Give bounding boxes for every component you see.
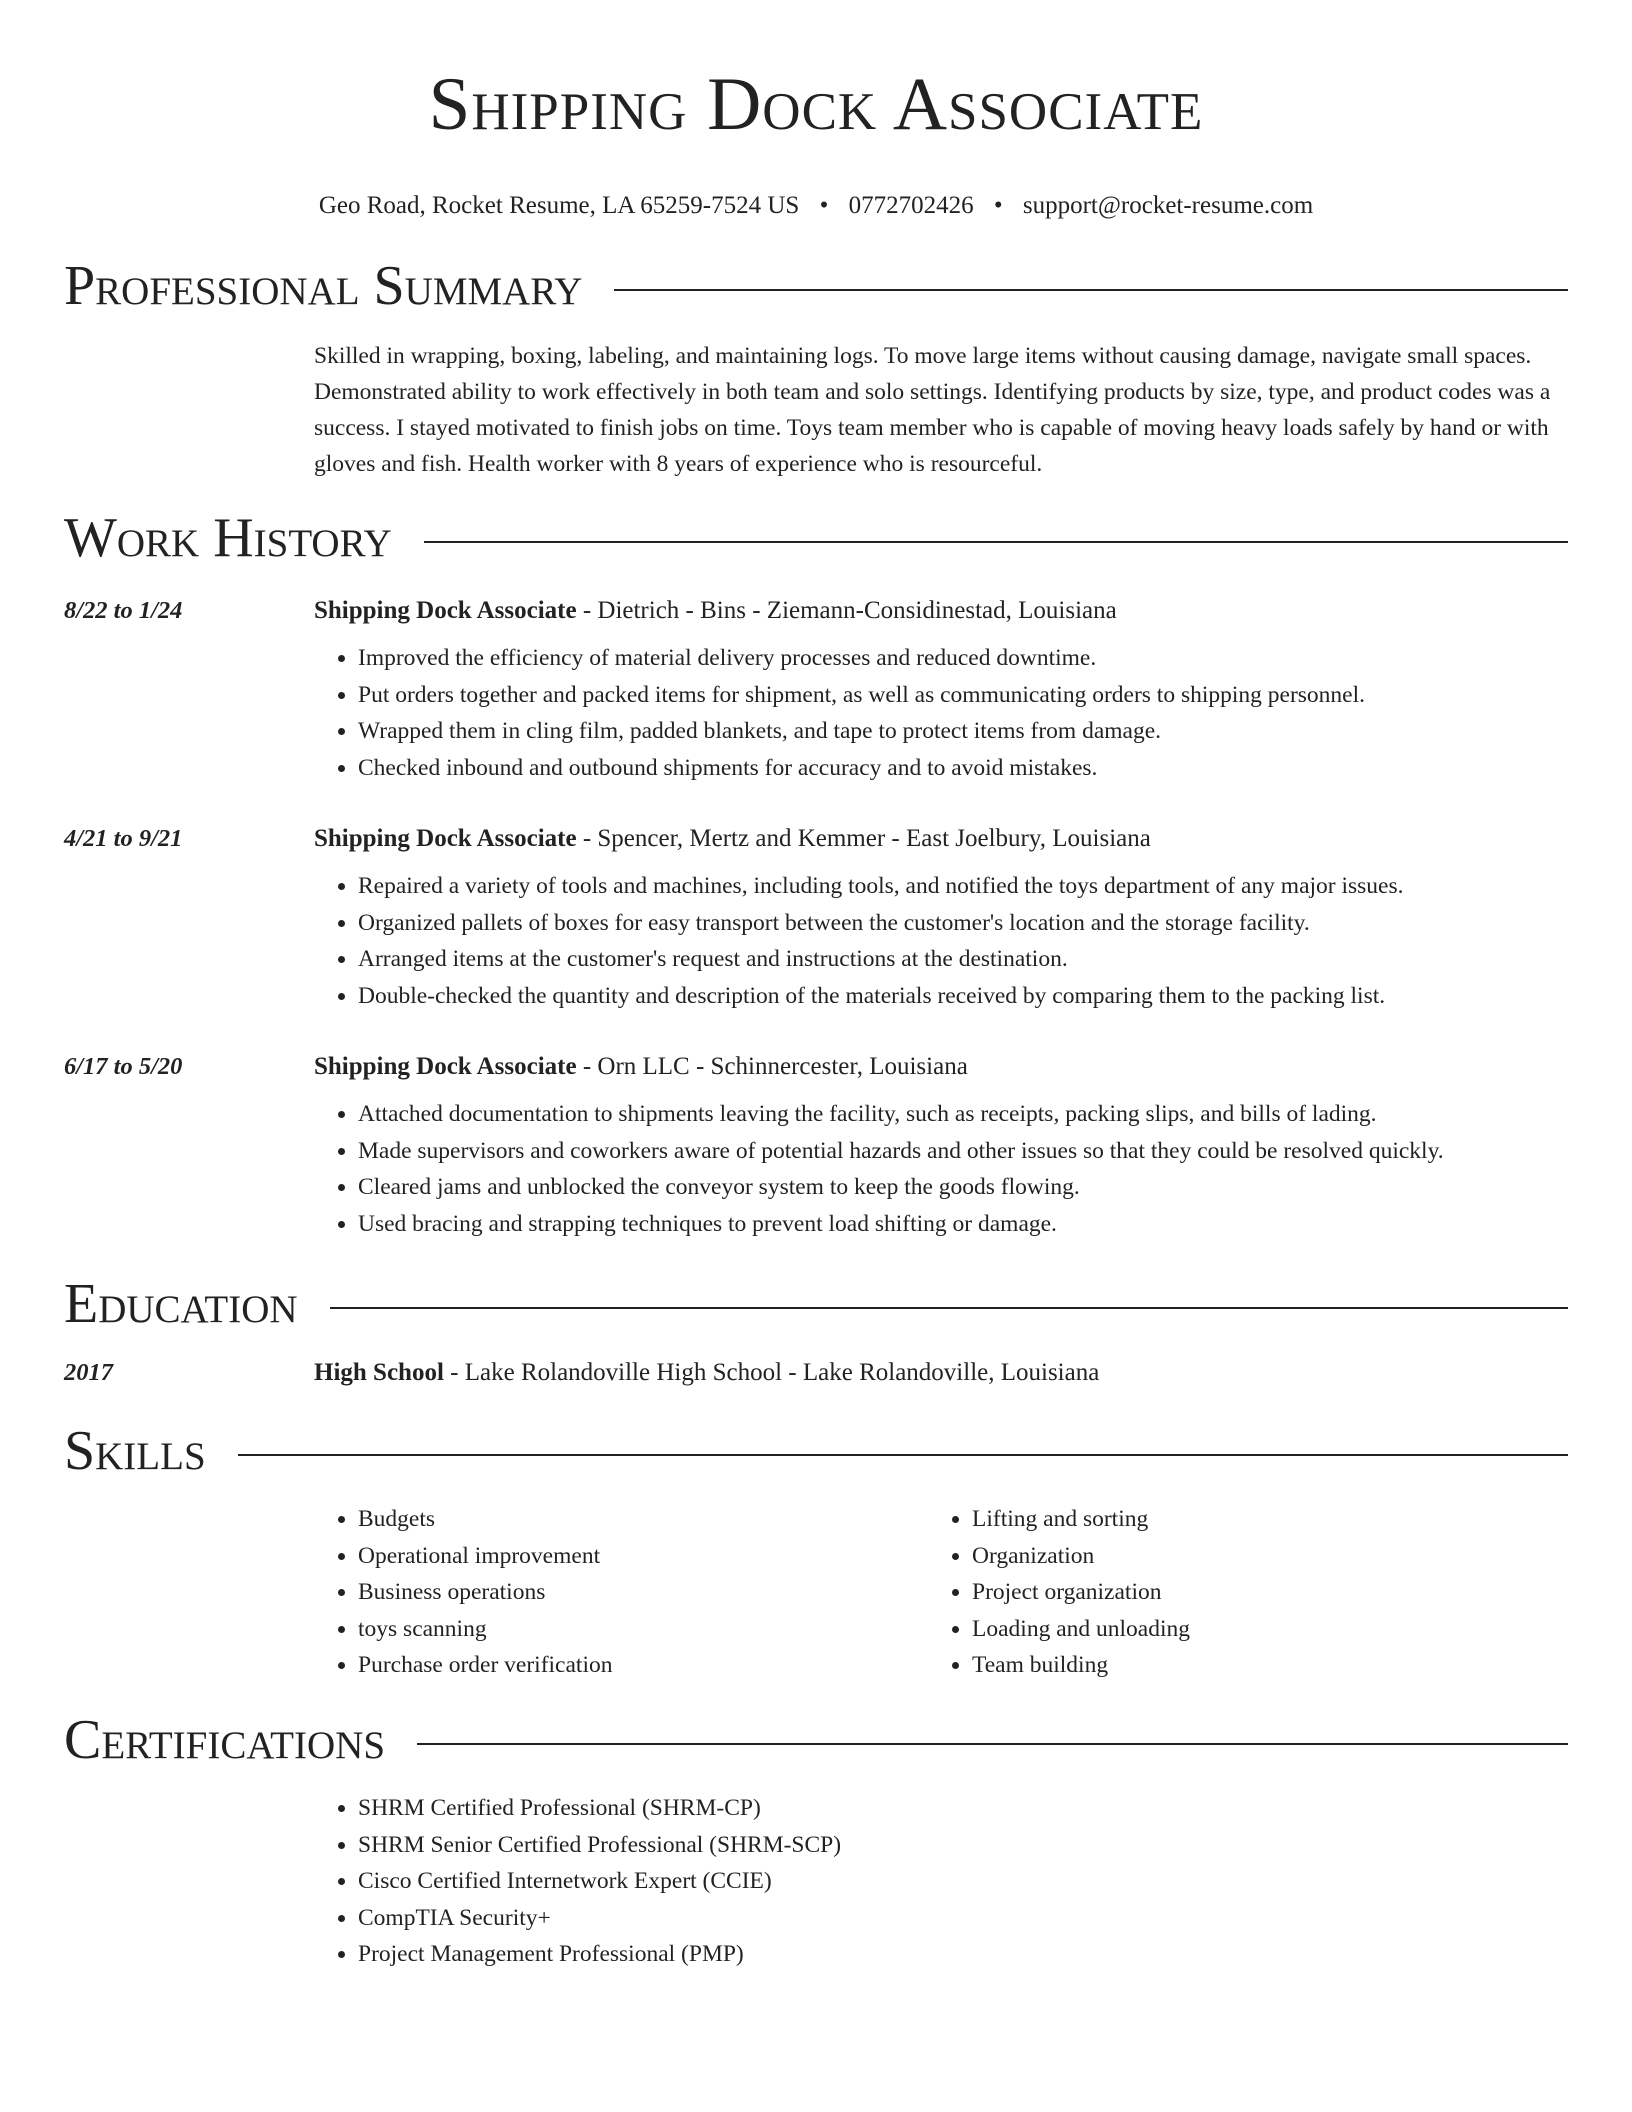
certifications-list: [314, 1790, 1568, 1973]
list-item: • SHRM Senior Certified Professional (SHRM-SCP): [358, 1827, 1568, 1864]
list-item: • Organized pallets of boxes for easy transport between the customer's location and the storage facility.: [358, 905, 1568, 942]
education-heading-row: [64, 1274, 1568, 1334]
list-item: • Made supervisors and coworkers aware of potential hazards and other issues so that they could be resolved quickly.: [358, 1133, 1568, 1170]
skills-heading: Skills: [64, 1420, 206, 1482]
job-bullets: [314, 1096, 1568, 1242]
summary-section: [64, 256, 1568, 482]
section-divider: [614, 289, 1568, 291]
contact-phone: 0772702426: [848, 192, 974, 219]
list-item: • Repaired a variety of tools and machines, including tools, and notified the toys department of any major issues.: [358, 868, 1568, 905]
job-entry-1: [64, 596, 1568, 786]
list-item: • Wrapped them in cling film, padded blankets, and tape to protect items from damage.: [358, 713, 1568, 750]
summary-heading-row: [64, 256, 1568, 316]
section-divider: [424, 541, 1568, 543]
list-item: • Loading and unloading: [972, 1611, 1542, 1648]
list-item: • Improved the efficiency of material delivery processes and reduced downtime.: [358, 640, 1568, 677]
education-school: - Lake Rolandoville High School - Lake Rolandoville, Louisiana: [443, 1359, 1100, 1386]
certifications-heading-row: [64, 1710, 1568, 1770]
contact-email: support@rocket-resume.com: [1022, 192, 1314, 219]
candidate-name: Shipping Dock Associate: [428, 63, 1204, 146]
list-item: • Purchase order verification: [358, 1647, 928, 1684]
job-dates: 4/21 to 9/21: [64, 825, 183, 852]
education-heading-line: [314, 1358, 1568, 1388]
job-bullets: [314, 868, 1568, 1014]
list-item: • toys scanning: [358, 1611, 928, 1648]
job-title: Shipping Dock Associate: [314, 825, 577, 852]
list-item: • Operational improvement: [358, 1538, 928, 1575]
job-dates: 8/22 to 1/24: [64, 597, 183, 624]
list-item: • Project Management Professional (PMP): [358, 1936, 1568, 1973]
section-divider: [238, 1454, 1568, 1456]
job-title: Shipping Dock Associate: [314, 597, 577, 624]
skills-columns: [314, 1501, 1568, 1684]
list-item: • Cisco Certified Internetwork Expert (CCIE): [358, 1863, 1568, 1900]
certifications-section: [64, 1710, 1568, 1973]
list-item: • Double-checked the quantity and description of the materials received by comparing them to the packing list.: [358, 978, 1568, 1015]
list-item: • Budgets: [358, 1501, 928, 1538]
work-heading-row: [64, 508, 1568, 568]
contact-line: [64, 191, 1568, 221]
job-employer: - Dietrich - Bins - Ziemann-Considinestad, Louisiana: [576, 597, 1117, 624]
work-heading: Work History: [64, 507, 392, 569]
skills-list-right: [928, 1501, 1542, 1684]
section-divider: [330, 1307, 1568, 1309]
list-item: • Put orders together and packed items for shipment, as well as communicating orders to shipping personnel.: [358, 677, 1568, 714]
section-divider: [417, 1743, 1568, 1745]
list-item: • CompTIA Security+: [358, 1900, 1568, 1937]
list-item: • Checked inbound and outbound shipments for accuracy and to avoid mistakes.: [358, 750, 1568, 787]
list-item: • Arranged items at the customer's request and instructions at the destination.: [358, 941, 1568, 978]
list-item: • Used bracing and strapping techniques to prevent load shifting or damage.: [358, 1206, 1568, 1243]
work-history-section: [64, 508, 1568, 1242]
list-item: • Project organization: [972, 1574, 1542, 1611]
job-entry-2: [64, 824, 1568, 1014]
job-title: Shipping Dock Associate: [314, 1053, 577, 1080]
job-employer: - Orn LLC - Schinnercester, Louisiana: [576, 1053, 968, 1080]
job-bullets: [314, 640, 1568, 786]
contact-separator: •: [993, 192, 1003, 219]
education-degree: High School: [314, 1359, 444, 1386]
list-item: • Business operations: [358, 1574, 928, 1611]
education-heading: Education: [64, 1273, 298, 1335]
job-heading: [314, 1052, 1568, 1082]
job-employer: - Spencer, Mertz and Kemmer - East Joelbury, Louisiana: [576, 825, 1151, 852]
contact-separator: •: [819, 192, 829, 219]
job-heading: [314, 596, 1568, 626]
skills-heading-row: [64, 1421, 1568, 1481]
education-section: [64, 1274, 1568, 1388]
education-year: 2017: [64, 1359, 113, 1386]
list-item: • Cleared jams and unblocked the conveyor system to keep the goods flowing.: [358, 1169, 1568, 1206]
list-item: • Attached documentation to shipments leaving the facility, such as receipts, packing slips, and bills of lading.: [358, 1096, 1568, 1133]
education-entry: [64, 1358, 1568, 1388]
job-dates: 6/17 to 5/20: [64, 1053, 183, 1080]
job-entry-3: [64, 1052, 1568, 1242]
skills-section: [64, 1421, 1568, 1684]
list-item: • Lifting and sorting: [972, 1501, 1542, 1538]
list-item: • Team building: [972, 1647, 1542, 1684]
skills-list-left: [314, 1501, 928, 1684]
list-item: • SHRM Certified Professional (SHRM-CP): [358, 1790, 1568, 1827]
certifications-heading: Certifications: [64, 1709, 386, 1771]
list-item: • Organization: [972, 1538, 1542, 1575]
summary-heading: Professional Summary: [64, 255, 583, 317]
summary-text: Skilled in wrapping, boxing, labeling, and maintaining logs. To move large items without causing damage, navigate small spaces. Demonstrated ability to work effectively in both team and solo settings. Identifying products by size, type, and product codes was a success. I stayed motivated to finish jobs on time. Toys team member who is capable of moving heavy loads safely by hand or with gloves and fish. Health worker with 8 years of experience who is resourceful.: [314, 343, 1551, 477]
contact-address: Geo Road, Rocket Resume, LA 65259-7524 US: [318, 192, 800, 219]
job-heading: [314, 824, 1568, 854]
